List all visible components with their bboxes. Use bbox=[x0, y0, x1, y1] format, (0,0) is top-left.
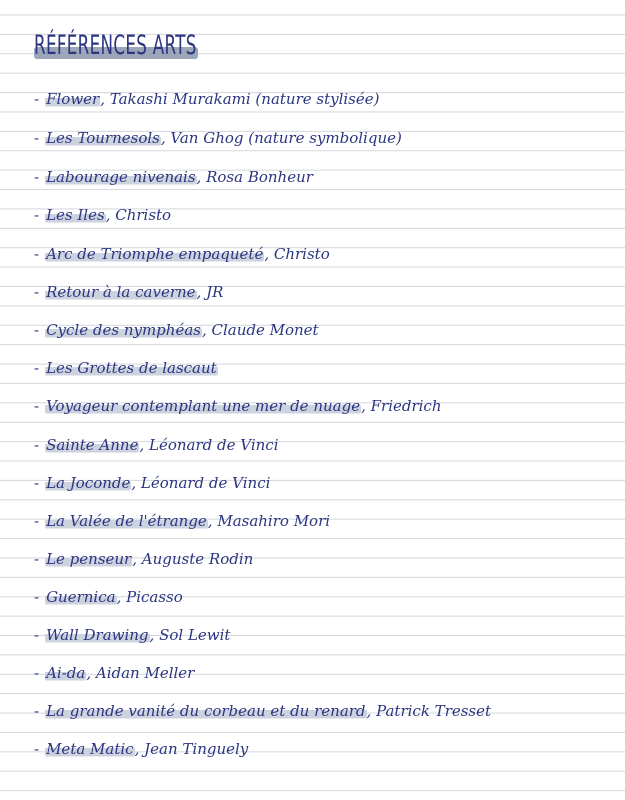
artwork-title: Cycle des nymphéas bbox=[46, 321, 201, 339]
list-item: - La Joconde, Léonard de Vinci bbox=[34, 474, 271, 492]
artwork-details: , JR bbox=[196, 283, 224, 301]
artwork-title: Guernica bbox=[46, 588, 116, 606]
list-item: - Wall Drawing, Sol Lewit bbox=[34, 626, 231, 644]
artwork-details: , Aidan Meller bbox=[86, 664, 195, 682]
artwork-title: Labourage nivenais bbox=[46, 168, 196, 186]
artwork-title: La Joconde bbox=[46, 474, 131, 492]
artwork-title: Sainte Anne bbox=[46, 436, 139, 454]
artwork-title: La grande vanité du corbeau et du renard bbox=[46, 702, 366, 720]
artwork-details: , Takashi Murakami (nature stylisée) bbox=[100, 90, 380, 108]
list-item: - Retour à la caverne, JR bbox=[34, 283, 224, 301]
artwork-title: Ai-da bbox=[46, 664, 86, 682]
artwork-title: Les Grottes de lascaut bbox=[46, 359, 217, 377]
list-item: - Le penseur, Auguste Rodin bbox=[34, 550, 254, 568]
list-item: - Les Tournesols, Van Ghog (nature symbolique) bbox=[34, 129, 402, 147]
list-item: - La grande vanité du corbeau et du renard, Patrick Tresset bbox=[34, 702, 492, 720]
list-item: - Guernica, Picasso bbox=[34, 588, 183, 606]
artwork-title: La Valée de l'étrange bbox=[46, 512, 207, 530]
artwork-title: Voyageur contemplant une mer de nuage bbox=[46, 397, 361, 415]
list-item: - Les Grottes de lascaut bbox=[34, 359, 217, 377]
list-item: - Flower, Takashi Murakami (nature stylisée) bbox=[34, 90, 380, 108]
artwork-details: , Léonard de Vinci bbox=[139, 436, 279, 454]
artwork-title: Arc de Triomphe empaqueté bbox=[46, 245, 264, 263]
page-title: RÉFÉRENCES ARTS bbox=[34, 30, 197, 61]
list-item: - Arc de Triomphe empaqueté, Christo bbox=[34, 245, 330, 263]
list-item: - Les Iles, Christo bbox=[34, 206, 172, 224]
artwork-title: Flower bbox=[46, 90, 100, 108]
artwork-details: , Auguste Rodin bbox=[132, 550, 254, 568]
list-item: - Cycle des nymphéas, Claude Monet bbox=[34, 321, 319, 339]
list-item: - Sainte Anne, Léonard de Vinci bbox=[34, 436, 279, 454]
list-item: - La Valée de l'étrange, Masahiro Mori bbox=[34, 512, 331, 530]
artwork-title: Retour à la caverne bbox=[46, 283, 196, 301]
list-item: - Voyageur contemplant une mer de nuage, Friedrich bbox=[34, 397, 442, 415]
artwork-title: Les Tournesols bbox=[46, 129, 160, 147]
artwork-details: , Friedrich bbox=[361, 397, 442, 415]
artwork-details: , Sol Lewit bbox=[149, 626, 231, 644]
artwork-title: Wall Drawing bbox=[46, 626, 149, 644]
artwork-details: , Léonard de Vinci bbox=[131, 474, 271, 492]
artwork-details: , Masahiro Mori bbox=[207, 512, 331, 530]
list-item: - Ai-da, Aidan Meller bbox=[34, 664, 195, 682]
artwork-details: , Van Ghog (nature symbolique) bbox=[160, 129, 402, 147]
artwork-details: , Christo bbox=[264, 245, 330, 263]
artwork-details: , Claude Monet bbox=[201, 321, 319, 339]
artwork-details: , Rosa Bonheur bbox=[196, 168, 313, 186]
artwork-details: , Christo bbox=[105, 206, 172, 224]
artwork-details: , Patrick Tresset bbox=[366, 702, 492, 720]
artwork-details: , Jean Tinguely bbox=[134, 740, 249, 758]
list-item: - Meta Matic, Jean Tinguely bbox=[34, 740, 249, 758]
artwork-details: , Picasso bbox=[116, 588, 183, 606]
list-item: - Labourage nivenais, Rosa Bonheur bbox=[34, 168, 313, 186]
artwork-title: Les Iles bbox=[46, 206, 105, 224]
artwork-title: Meta Matic bbox=[46, 740, 134, 758]
artwork-title: Le penseur bbox=[46, 550, 132, 568]
